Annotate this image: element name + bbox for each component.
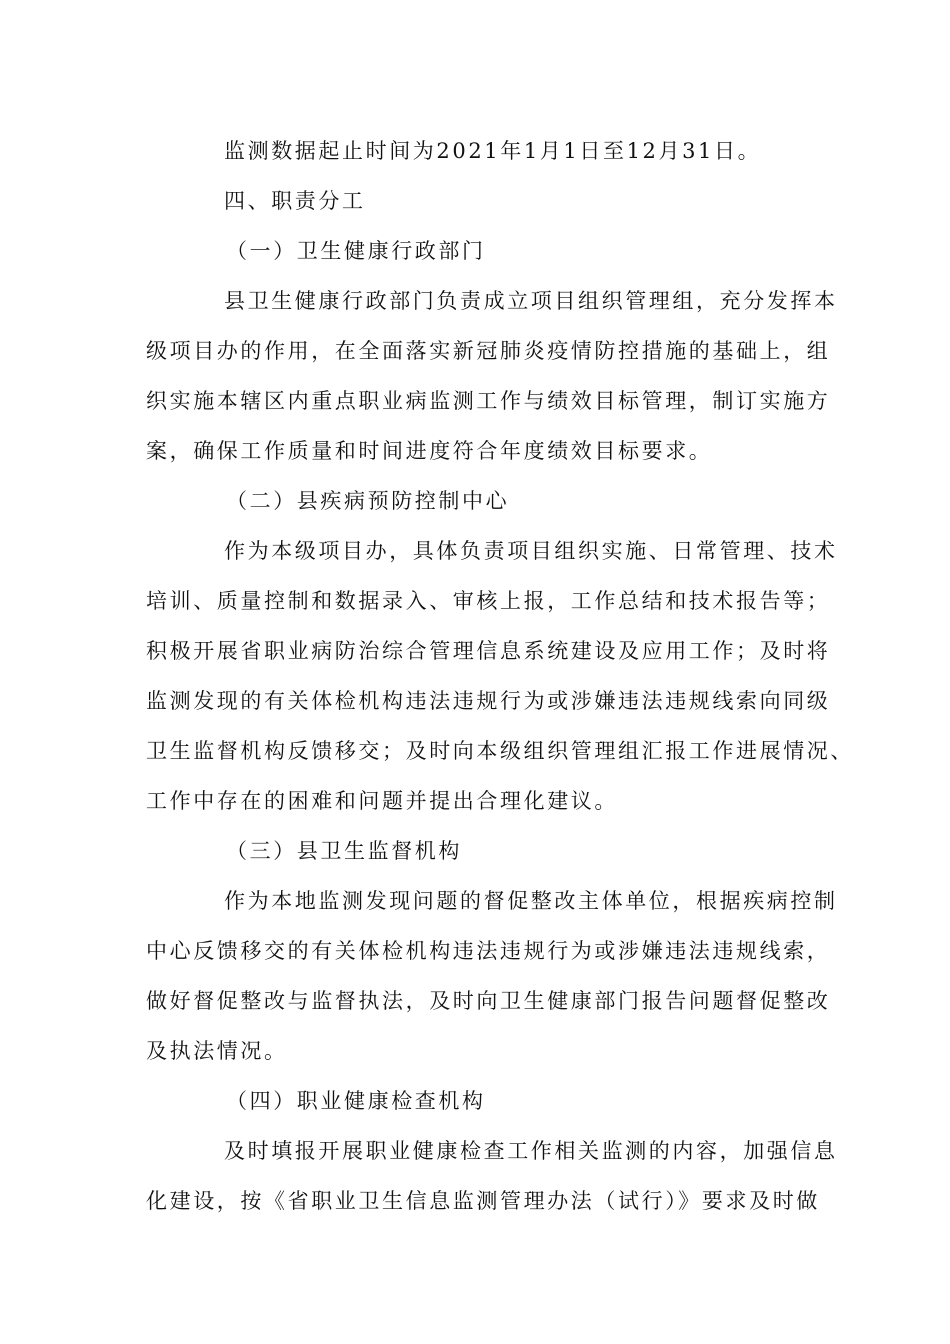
paragraph-line: 及时填报开展职业健康检查工作相关监测的内容，加强信息 — [224, 1139, 838, 1163]
paragraph-line: 作为本地监测发现问题的督促整改主体单位，根据疾病控制 — [224, 889, 838, 913]
paragraph-line: 监测发现的有关体检机构违法违规行为或涉嫌违法违规线索向同级 — [146, 689, 831, 713]
paragraph-line: 化建设，按《省职业卫生信息监测管理办法（试行）》要求及时做 — [146, 1189, 820, 1213]
paragraph-line: 积极开展省职业病防治综合管理信息系统建设及应用工作；及时将 — [146, 639, 831, 663]
paragraph-line: 县卫生健康行政部门负责成立项目组织管理组，充分发挥本 — [224, 289, 838, 313]
subsection-heading: （三）县卫生监督机构 — [226, 839, 462, 863]
section-heading: 四、职责分工 — [224, 189, 366, 213]
paragraph-line: 级项目办的作用，在全面落实新冠肺炎疫情防控措施的基础上，组 — [146, 339, 831, 363]
paragraph-line: 中心反馈移交的有关体检机构违法违规行为或涉嫌违法违规线索， — [146, 939, 831, 963]
paragraph-line: 案，确保工作质量和时间进度符合年度绩效目标要求。 — [146, 439, 713, 463]
paragraph-line: 培训、质量控制和数据录入、审核上报，工作总结和技术报告等； — [146, 589, 831, 613]
subsection-heading: （四）职业健康检查机构 — [226, 1089, 486, 1113]
paragraph-line: 作为本级项目办，具体负责项目组织实施、日常管理、技术 — [224, 539, 838, 563]
paragraph-line: 做好督促整改与监督执法，及时向卫生健康部门报告问题督促整改 — [146, 989, 831, 1013]
subsection-heading: （一）卫生健康行政部门 — [226, 239, 486, 263]
subsection-heading: （二）县疾病预防控制中心 — [226, 489, 510, 513]
paragraph-line: 工作中存在的困难和问题并提出合理化建议。 — [146, 789, 618, 813]
paragraph-line: 监测数据起止时间为2021年1月1日至12月31日。 — [224, 139, 762, 163]
paragraph-line: 织实施本辖区内重点职业病监测工作与绩效目标管理，制订实施方 — [146, 389, 831, 413]
paragraph-line: 及执法情况。 — [146, 1039, 288, 1063]
paragraph-line: 卫生监督机构反馈移交；及时向本级组织管理组汇报工作进展情况、 — [146, 739, 854, 763]
